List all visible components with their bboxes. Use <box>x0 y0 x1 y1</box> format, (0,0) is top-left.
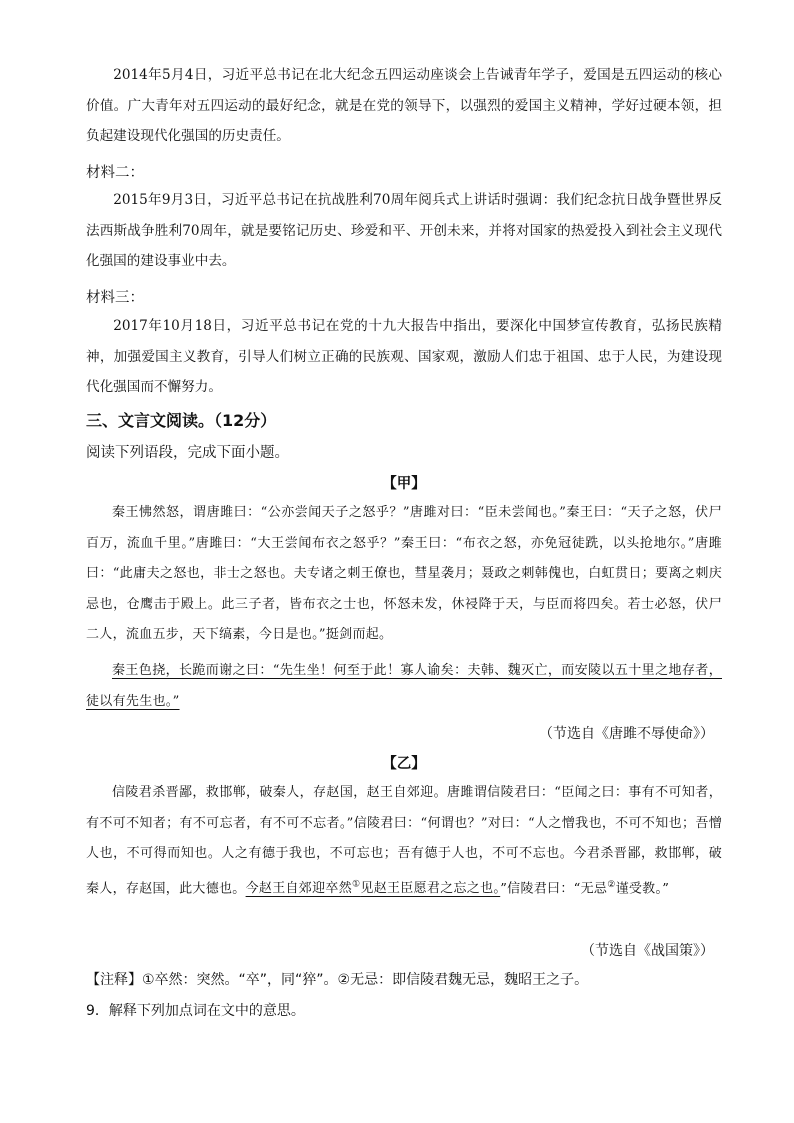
yi-underlined-sentence <box>246 881 501 896</box>
yi-text-c: 谨受教。” <box>615 880 670 896</box>
section-heading: 三、文言文阅读。（12分） <box>86 411 277 430</box>
section-instruction: 阅读下列语段，完成下面小题。 <box>86 445 289 461</box>
jia-paragraph-2: 秦王色挠，长跪而谢之曰：“先生坐！何至于此！寡人谕矣：夫韩、魏灭亡，而安陵以五十里之地存者，徒以有先生也。” <box>86 663 722 709</box>
material3-label: 材料三： <box>86 290 144 306</box>
annotation: 【注释】①卒然：突然。“卒”，同“猝”。②无忌：即信陵君魏无忌，魏昭王之子。 <box>86 972 589 988</box>
note-marker-2: ② <box>607 879 616 890</box>
material3-paragraph: 2017年10月18日，习近平总书记在党的十九大报告中指出，要深化中国梦宣传教育，弘扬民族精神，加强爱国主义教育，引导人们树立正确的民族观、国家观，激励人们忠于祖国、忠于人民，为建设现代化强国而不懈努力。 <box>86 318 722 395</box>
yi-title: 【乙】 <box>382 756 426 772</box>
yi-underline-part-2: 见赵王臣愿君之忘之也。 <box>360 880 501 896</box>
material1-paragraph: 2014年5月4日，习近平总书记在北大纪念五四运动座谈会上告诫青年学子，爱国是五四运动的核心价值。广大青年对五四运动的最好纪念，就是在党的领导下，以强烈的爱国主义精神，学好过硬本领，担负起建设现代化强国的历史责任。 <box>86 67 722 144</box>
note-marker-1: ① <box>352 879 361 890</box>
jia-title: 【甲】 <box>382 476 426 492</box>
material2-label: 材料二： <box>86 165 144 181</box>
yi-source: （节选自《战国策》） <box>581 943 714 959</box>
yi-text-a: 信陵君杀晋鄙，救邯郸，破秦人，存赵国，赵王自郊迎。唐雎谓信陵君曰：“臣闻之曰：事有不可知者，有不可不知者；有不可忘者，有不可不忘者。”信陵君曰：“何谓也？”对曰：“人之憎我也，不可不知也；吾憎人也，不可得而知也。人之有德于我也，不可忘也；吾有德于人也，不可不忘也。今君杀晋鄙，救邯郸，破秦人，存赵国，此大德也。 <box>86 785 722 896</box>
question-9: 9．解释下列加点词在文中的意思。 <box>86 1003 305 1019</box>
material2-paragraph: 2015年9月3日，习近平总书记在抗战胜利70周年阅兵式上讲话时强调：我们纪念抗日战争暨世界反法西斯战争胜利70周年，就是要铭记历史、珍爱和平、开创未来，并将对国家的热爱投入到社会主义现代化强国的建设事业中去。 <box>86 192 722 269</box>
yi-underline-part-1: 今赵王自郊迎卒然 <box>245 880 353 896</box>
jia-paragraph-1: 秦王怫然怒，谓唐雎曰：“公亦尝闻天子之怒乎？”唐雎对曰：“臣未尝闻也。”秦王曰：“天子之怒，伏尸百万，流血千里。”唐雎曰：“大王尝闻布衣之怒乎？”秦王曰：“布衣之怒，亦免冠徒跣，以头抢地尔。”唐雎曰：“此庸夫之怒也，非士之怒也。夫专诸之刺王僚也，彗星袭月；聂政之刺韩傀也，白虹贯日；要离之刺庆忌也，仓鹰击于殿上。此三子者，皆布衣之士也，怀怒未发，休祲降于天，与臣而将四矣。若士必怒，伏尸二人，流血五步，天下缟素，今日是也。”挺剑而起。 <box>86 505 722 642</box>
yi-paragraph <box>86 778 722 904</box>
yi-text-b: ”信陵君曰：“无忌 <box>500 880 608 896</box>
jia-source: （节选自《唐雎不辱使命》） <box>539 726 714 742</box>
